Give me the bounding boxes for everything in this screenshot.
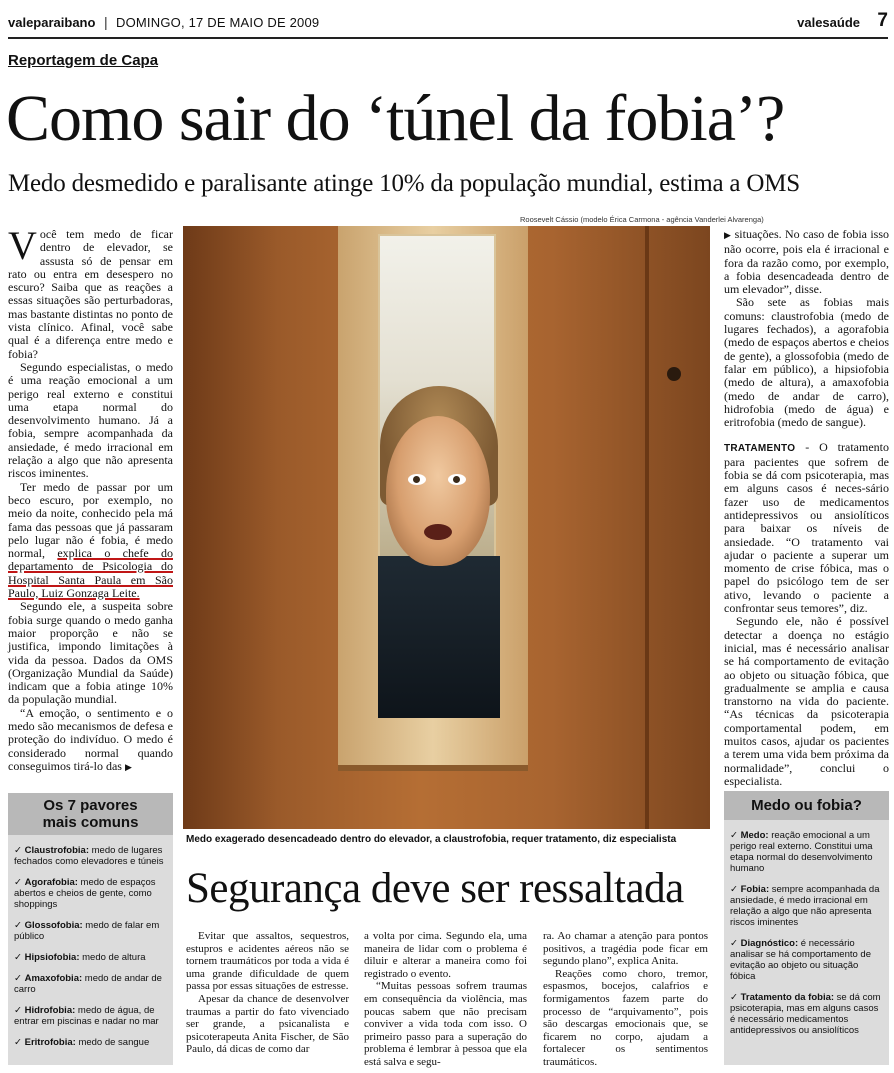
photo-caption: Medo exagerado desencadeado dentro do elevador, a claustrofobia, requer tratamento, diz especialista	[186, 834, 677, 845]
paragraph: Evitar que assaltos, sequestros, estupros e acidentes aéreos não se tornem traumáticos por toda a vida é uma grande dificuldade de quem passa por essas situações de estresse.	[186, 930, 349, 993]
article-headline: Como sair do ‘túnel da fobia’?	[6, 82, 785, 155]
page-number: 7	[877, 10, 888, 31]
paragraph: ra. Ao chamar a atenção para pontos positivos, a tragédia pode ficar em segundo plano”, explica Anita.	[543, 930, 708, 968]
paragraph: “A emoção, o sentimento e o medo são mecanismos de defesa e proteção do indivíduo. O medo é considerado normal quando conseguimos tirá-lo das ▶	[8, 705, 173, 773]
continue-arrow-icon: ▶	[124, 762, 132, 773]
open-mouth	[424, 524, 452, 540]
secondary-column-1	[186, 930, 349, 1056]
secondary-headline: Segurança deve ser ressaltada	[186, 865, 684, 912]
check-icon: ✓	[14, 952, 22, 963]
list-item: ✓ Agorafobia: medo de espaços abertos e cheios de gente, como shoppings	[14, 877, 156, 910]
paragraph: Você tem medo de ficar dentro de elevador, se assusta só de pensar em rato ou entra em desespero no escuro? Saiba que as reações a essas situações são perturbadoras, mas bastante distintas no ponto de vista clínico. Afinal, você sabe qual é a diferença entre medo e fobia?	[8, 223, 173, 361]
header-separator: |	[104, 14, 108, 30]
highlighted-quote-source: explica o chefe do departamento de Psicologia do Hospital Santa Paula em São Paulo, Luiz Gonzaga Leite.	[8, 546, 173, 601]
photo-credit: Roosevelt Cássio (modelo Érica Carmona - agência Vanderlei Alvarenga)	[520, 215, 764, 224]
page-header	[8, 8, 888, 34]
paragraph: Segundo especialistas, o medo é uma reação emocional a um perigo real externo e constitui uma etapa normal do desenvolvimento humano. Já a fobia, sempre acompanhada da ansiedade, é medo irracional em relação a algo que não apresenta riscos iminentes.	[8, 359, 173, 481]
right-eye	[448, 474, 466, 485]
list-item: ✓ Eritrofobia: medo de sangue	[14, 1037, 150, 1048]
newspaper-brand: valeparaibano	[8, 15, 96, 30]
header-rule	[8, 37, 888, 39]
elevator-opening	[378, 234, 496, 714]
list-item: ✓ Diagnóstico: é necessário analisar se há comportamento de evitação ao objeto ou situação fóbica	[730, 938, 871, 982]
check-icon: ✓	[14, 845, 22, 856]
check-icon: ✓	[730, 992, 738, 1003]
section-tag: TRATAMENTO	[724, 443, 796, 455]
elevator-door-frame	[338, 226, 528, 771]
article-subheadline: Medo desmedido e paralisante atinge 10% da população mundial, estima a OMS	[8, 170, 800, 197]
drop-cap: V	[8, 223, 37, 268]
box-title: Os 7 pavores mais comuns	[8, 793, 173, 835]
door-peephole	[667, 367, 681, 381]
article-column-3	[724, 228, 889, 788]
paragraph: Ter medo de passar por um beco escuro, por exemplo, no meio da noite, conhecido pela má fama das pessoas que já passaram pelo lugar não é fobia, é medo normal, explica o chefe do departamento de Psicologia do Hospital Santa Paula em São Paulo, Luiz Gonzaga Leite.	[8, 479, 173, 601]
person-shirt	[378, 556, 500, 718]
door-edge	[645, 226, 649, 829]
secondary-column-3	[543, 930, 708, 1069]
list-item: ✓ Tratamento da fobia: se dá com psicoterapia, mas em alguns casos é necessário medicamentos antidepressivos ou ansiolíticos	[730, 992, 881, 1036]
frightened-face	[386, 416, 490, 566]
check-icon: ✓	[730, 938, 738, 949]
check-icon: ✓	[14, 920, 22, 931]
check-icon: ✓	[730, 830, 738, 841]
paragraph: “Muitas pessoas sofrem traumas em consequência da violência, mas poucas sabem que não precisam conviver a vida toda com isso. O primeiro passo para a superação do problema é lembrar à pessoa que ela está salva e segu-	[364, 980, 527, 1068]
list-item: ✓ Fobia: sempre acompanhada da ansiedade, é medo irracional em relação a algo que não apresenta riscos iminentes	[730, 884, 880, 928]
paragraph: ▶ situações. No caso de fobia isso não ocorre, pois ela é irracional e fora da razão como, por exemplo, a fobia desencadeada dentro de um elevador”, disse.	[724, 227, 890, 297]
section-name: valesaúde	[797, 15, 860, 30]
continued-arrow-icon: ▶	[724, 231, 732, 241]
article-photo	[183, 226, 710, 829]
list-item: ✓ Hidrofobia: medo de água, de entrar em piscinas e nadar no mar	[14, 1005, 159, 1027]
sidebar-box-phobias	[8, 793, 173, 1065]
paragraph: Reações como choro, tremor, espasmos, bocejos, calafrios e formigamentos fazem parte do processo de “arquivamento”, pois são descargas emocionais que, se ficarem no corpo, ajudam a fortalecer os sentimentos traumáticos.	[543, 967, 708, 1068]
article-kicker: Reportagem de Capa	[8, 52, 159, 69]
paragraph: São sete as fobias mais comuns: claustrofobia (medo de lugares fechados), a agorafobia (medo de espaços abertos e cheios de gente), a glossofobia (medo de falar em público), a hipsiofobia (medo de altura), a amaxofobia (medo de andar de carro), hidrofobia (medo de água) e eritrofobia (medo de sangue).	[724, 295, 889, 430]
check-icon: ✓	[14, 1037, 22, 1048]
left-eye	[408, 474, 426, 485]
check-icon: ✓	[14, 877, 22, 888]
list-item: ✓ Amaxofobia: medo de andar de carro	[14, 973, 162, 995]
paragraph: a volta por cima. Segundo ela, uma maneira de lidar com o problema é diluir e alterar a maneira como foi registrado o evento.	[364, 930, 527, 980]
paragraph: TRATAMENTO - O tratamento para pacientes que sofrem de fobia se dá com psicoterapia, mas em alguns casos é neces-sário fazer uso de medicamentos antidepressivos ou ansiolíticos para baixar os níveis de ansiedade. “O tratamento vai ajudar o paciente a superar um momento de crise fóbica, mas o papel do psicólogo tem de ser ativo, levando o paciente a confrontar seus temores”, diz.	[724, 440, 889, 616]
check-icon: ✓	[14, 1005, 22, 1016]
secondary-column-2	[364, 930, 527, 1069]
article-column-1	[8, 223, 173, 775]
list-item: ✓ Claustrofobia: medo de lugares fechados como elevadores e túneis	[14, 845, 164, 867]
check-icon: ✓	[14, 973, 22, 984]
list-item: ✓ Medo: reação emocional a um perigo real externo. Constitui uma etapa normal do desenvolvimento humano	[730, 830, 873, 874]
issue-date: DOMINGO, 17 DE MAIO DE 2009	[116, 15, 320, 30]
box-title: Medo ou fobia?	[724, 791, 889, 820]
check-icon: ✓	[730, 884, 738, 895]
paragraph: Segundo ele, não é possível detectar a doença no estágio inicial, mas é necessário analisar se há comportamento de evitação ao objeto ou situação fóbica, que gradualmente se amplia e causa transtorno na vida do paciente. “As técnicas da psicoterapia comportamental podem, em muitos casos, ajudar os pacientes a terem uma vida bem próxima da normalidade”, conclui o especialista.	[724, 614, 889, 788]
paragraph: Segundo ele, a suspeita sobre fobia surge quando o medo ganha maior proporção e não se justifica, impondo limitações à vida da pessoa. Dados da OMS (Organização Mundial da Saúde) indicam que a fobia atinge 10% da população mundial.	[8, 599, 173, 707]
sidebar-box-fear-or-phobia	[724, 791, 889, 1065]
list-item: ✓ Glossofobia: medo de falar em público	[14, 920, 160, 942]
list-item: ✓ Hipsiofobia: medo de altura	[14, 952, 146, 963]
paragraph: Apesar da chance de desenvolver traumas a partir do fato vivenciado ser grande, a psicanalista e psicoterapeuta Anita Fischer, de São Paulo, dá dicas de como dar	[186, 992, 349, 1056]
